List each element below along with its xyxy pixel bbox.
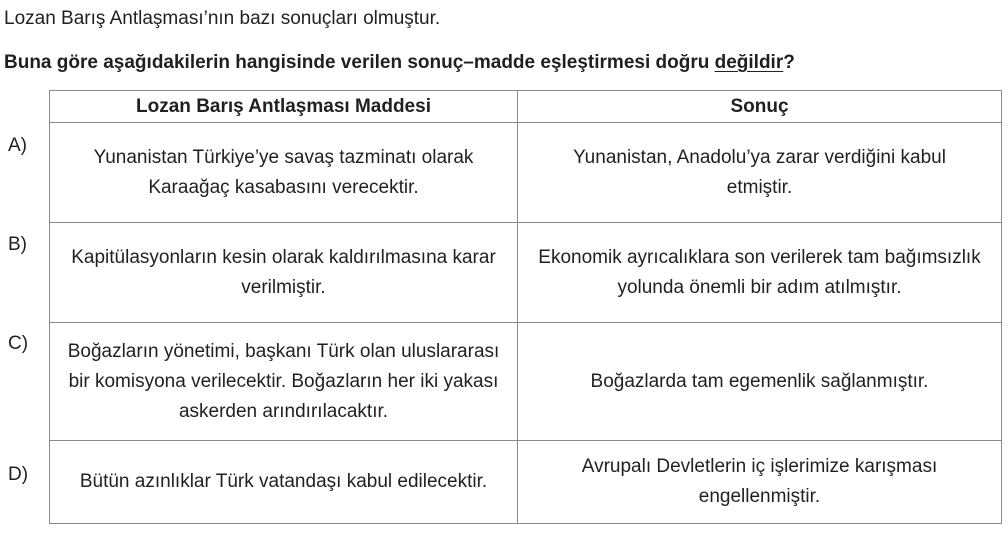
options-table (49, 90, 1002, 524)
option-a-row[interactable] (50, 123, 1002, 223)
table-header-row (50, 91, 1002, 123)
option-b-sonuc: Ekonomik ayrıcalıklara son verilerek tam bağımsızlık yolunda önemli bir adım atılmıştır. (518, 223, 1002, 323)
option-d-label[interactable]: D) (8, 464, 29, 485)
option-b-madde: Kapitülasyonların kesin olarak kaldırılmasına karar verilmiştir. (50, 223, 518, 323)
option-c-row[interactable] (50, 323, 1002, 441)
option-a-label[interactable]: A) (8, 135, 27, 156)
header-madde: Lozan Barış Antlaşması Maddesi (50, 91, 518, 123)
question-mark: ? (783, 52, 795, 73)
question-stem-text: Buna göre aşağıdakilerin hangisinde verilen sonuç–madde eşleştirmesi doğru (4, 52, 715, 73)
option-c-label[interactable]: C) (8, 333, 29, 354)
option-a-madde: Yunanistan Türkiye’ye savaş tazminatı olarak Karaağaç kasabasını verecektir. (50, 123, 518, 223)
option-c-madde: Boğazların yönetimi, başkanı Türk olan uluslararası bir komisyona verilecektir. Boğazların her iki yakası askerden arındırılacaktır. (50, 323, 518, 441)
negation-word: değildir (714, 52, 784, 73)
question-stem (4, 50, 795, 76)
option-c-sonuc: Boğazlarda tam egemenlik sağlanmıştır. (518, 323, 1002, 441)
option-b-row[interactable] (50, 223, 1002, 323)
option-a-sonuc: Yunanistan, Anadolu’ya zarar verdiğini kabul etmiştir. (518, 123, 1002, 223)
option-d-sonuc: Avrupalı Devletlerin iç işlerimize karışması engellenmiştir. (518, 441, 1002, 524)
question-intro: Lozan Barış Antlaşması’nın bazı sonuçları olmuştur. (4, 8, 441, 29)
option-d-madde: Bütün azınlıklar Türk vatandaşı kabul edilecektir. (50, 441, 518, 524)
option-b-label[interactable]: B) (8, 234, 27, 255)
header-sonuc: Sonuç (518, 91, 1002, 123)
option-d-row[interactable] (50, 441, 1002, 524)
